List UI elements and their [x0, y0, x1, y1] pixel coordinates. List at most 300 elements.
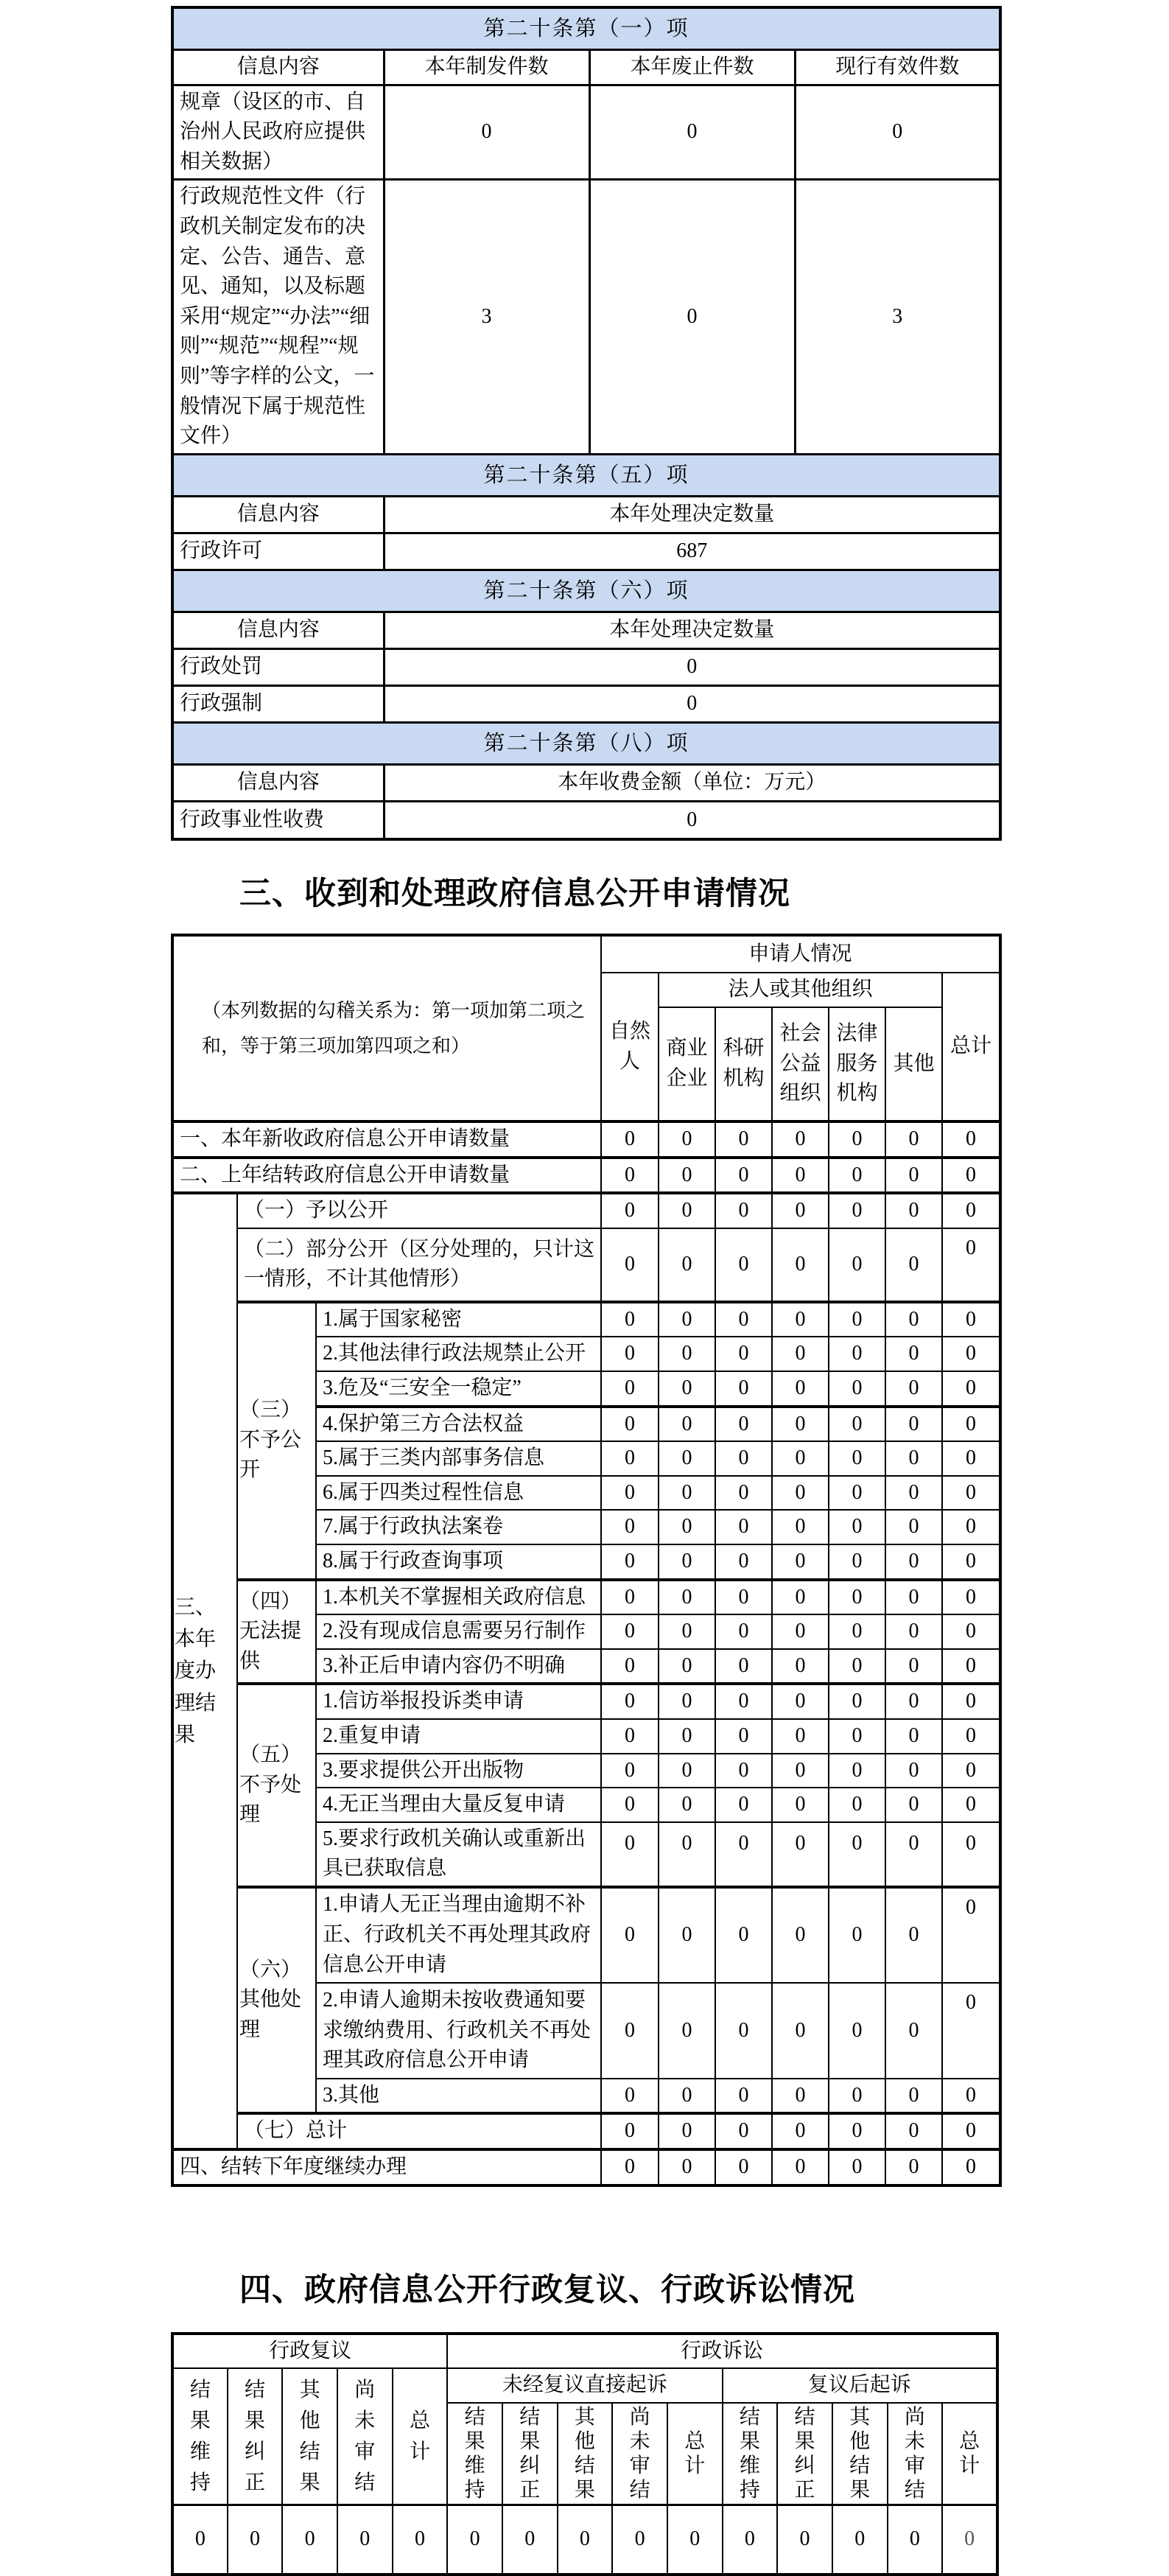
- value-cell: 0: [659, 1719, 715, 1754]
- value-cell: 0: [589, 180, 795, 454]
- row-label: 行政事业性收费: [172, 801, 384, 839]
- value-cell: 0: [942, 1580, 1000, 1615]
- value-cell: 0: [829, 1158, 885, 1194]
- column-header: [502, 2403, 558, 2505]
- value-cell: 687: [384, 533, 1000, 570]
- value-cell: 0: [715, 1476, 772, 1511]
- value-cell: 0: [659, 1121, 715, 1158]
- vertical-label: 结果纠正: [244, 2378, 265, 2494]
- value-cell: 0: [715, 1649, 772, 1684]
- value-cell: 0: [772, 1684, 829, 1719]
- article20-table: [171, 6, 1002, 841]
- value-cell: 0: [601, 1510, 659, 1544]
- value-cell: 0: [715, 2113, 772, 2149]
- value-cell: 0: [659, 1887, 715, 1983]
- value-cell: 0: [942, 1614, 1000, 1649]
- row-label: （二）部分公开（区分处理的，只计这一情形，不计其他情形）: [237, 1228, 601, 1302]
- value-cell: 0: [777, 2505, 832, 2575]
- row-label: 4.无正当理由大量反复申请: [316, 1788, 601, 1822]
- value-cell: 0: [885, 1649, 942, 1684]
- value-cell: 0: [885, 1193, 942, 1228]
- value-cell: 0: [885, 2079, 942, 2114]
- value-cell: 0: [659, 1544, 715, 1580]
- row-label: 2.申请人逾期未按收费通知要求缴纳费用、行政机关不再处理其政府信息公开申请: [316, 1983, 601, 2079]
- column-header: 社会公益组织: [772, 1007, 829, 1121]
- row-label: 6.属于四类过程性信息: [316, 1476, 601, 1511]
- value-cell: 0: [772, 1158, 829, 1194]
- table-row: [172, 1121, 1000, 1158]
- row-label: 1.本机关不掌握相关政府信息: [316, 1580, 601, 1615]
- applications-table: [171, 934, 1002, 2186]
- value-cell: 0: [829, 1887, 885, 1983]
- column-header: [393, 2368, 448, 2505]
- value-cell: 0: [772, 1476, 829, 1511]
- value-cell: 0: [942, 1476, 1000, 1511]
- value-cell: 0: [601, 1649, 659, 1684]
- column-header: [723, 2403, 778, 2505]
- value-cell: 0: [659, 2079, 715, 2114]
- value-cell: 0: [885, 1407, 942, 1442]
- value-cell: 0: [558, 2505, 613, 2575]
- lawsuit-header: 行政诉讼: [447, 2334, 997, 2369]
- row-label: 3.补正后申请内容仍不明确: [316, 1649, 601, 1684]
- table-row: [172, 454, 1000, 496]
- value-cell: 0: [942, 2113, 1000, 2149]
- value-cell: 0: [772, 1371, 829, 1407]
- table-row: [172, 1580, 1000, 1615]
- table-row: [172, 50, 1000, 85]
- value-cell: 0: [601, 1228, 659, 1302]
- column-header: [667, 2403, 723, 2505]
- value-cell: 0: [772, 2149, 829, 2185]
- value-cell: 0: [885, 2149, 942, 2185]
- value-cell: 0: [885, 1121, 942, 1158]
- value-cell: 0: [601, 1371, 659, 1407]
- value-cell: 0: [885, 1544, 942, 1580]
- column-header: [832, 2403, 888, 2505]
- column-header-natural: 自然人: [601, 973, 659, 1121]
- section3-title: 三、收到和处理政府信息公开申请情况: [239, 876, 790, 912]
- value-cell: 0: [601, 1337, 659, 1371]
- table-row: [172, 533, 1000, 570]
- table-row: [172, 496, 1000, 533]
- value-cell: 0: [942, 1822, 1000, 1887]
- value-cell: 0: [885, 2113, 942, 2149]
- value-cell: 0: [659, 1441, 715, 1476]
- value-cell: 0: [772, 1719, 829, 1754]
- value-cell: 0: [384, 85, 589, 180]
- table-row: [172, 180, 1000, 454]
- column-header: [228, 2368, 283, 2505]
- row-label: 5.要求行政机关确认或重新出具已获取信息: [316, 1822, 601, 1887]
- row-label: 行政强制: [172, 685, 384, 722]
- row-label: （七）总计: [237, 2113, 601, 2149]
- row-label: 1.信访举报投诉类申请: [316, 1684, 601, 1719]
- value-cell: 0: [772, 1649, 829, 1684]
- row-label: 1.申请人无正当理由逾期不补正、行政机关不再处理其政府信息公开申请: [316, 1887, 601, 1983]
- value-cell: 0: [502, 2505, 558, 2575]
- value-cell: 0: [715, 1158, 772, 1194]
- column-header: 信息内容: [172, 496, 384, 533]
- column-header: 信息内容: [172, 50, 384, 85]
- value-cell: 0: [772, 1441, 829, 1476]
- value-cell: 0: [659, 2113, 715, 2149]
- table-row: [172, 722, 1000, 764]
- value-cell: 0: [772, 1983, 829, 2079]
- value-cell: 0: [282, 2505, 337, 2575]
- value-cell: 0: [659, 1614, 715, 1649]
- value-cell: 0: [589, 85, 795, 180]
- value-cell: 0: [659, 2149, 715, 2185]
- value-cell: 0: [659, 1788, 715, 1822]
- table-row: [172, 612, 1000, 648]
- value-cell: 0: [659, 1337, 715, 1371]
- column-header-total: 总计: [942, 973, 1000, 1121]
- column-header: [337, 2368, 393, 2505]
- value-cell: 0: [659, 1983, 715, 2079]
- table-row: [172, 1158, 1000, 1194]
- column-header: 本年制发件数: [384, 50, 589, 85]
- row-label: 3.其他: [316, 2079, 601, 2114]
- value-cell: 0: [829, 1580, 885, 1615]
- table-row: [172, 2113, 1000, 2149]
- value-cell: 0: [601, 2113, 659, 2149]
- vertical-label: 结果纠正: [794, 2405, 815, 2502]
- table-row: [172, 7, 1000, 50]
- value-cell: 0: [942, 2079, 1000, 2114]
- value-cell: 0: [601, 1121, 659, 1158]
- row-label: 二、上年结转政府信息公开申请数量: [172, 1158, 601, 1194]
- value-cell: 0: [659, 1822, 715, 1887]
- value-cell: 0: [829, 1822, 885, 1887]
- value-cell: 0: [601, 1476, 659, 1511]
- value-cell: 0: [829, 1441, 885, 1476]
- value-cell: 0: [885, 1228, 942, 1302]
- row-label: 5.属于三类内部事务信息: [316, 1441, 601, 1476]
- value-cell: 0: [715, 1302, 772, 1337]
- row-label: 行政规范性文件（行政机关制定发布的决定、公告、通告、意见、通知，以及标题采用“规定”“办法”“细则”“规范”“规程”“规则”等字样的公文，一般情况下属于规范性文件）: [172, 180, 384, 454]
- band-header-part8: 第二十条第（八）项: [172, 722, 1000, 764]
- value-cell: 0: [942, 1158, 1000, 1194]
- value-cell: 0: [942, 1441, 1000, 1476]
- value-cell: 0: [601, 1193, 659, 1228]
- value-cell: 0: [659, 1158, 715, 1194]
- after-review-header: 复议后起诉: [723, 2368, 997, 2403]
- value-cell: 0: [829, 1544, 885, 1580]
- results-group-label: 三、本年度办理结果: [172, 1193, 237, 2149]
- value-cell: 0: [715, 1754, 772, 1788]
- value-cell: 0: [829, 1614, 885, 1649]
- value-cell: 0: [942, 1228, 1000, 1302]
- value-cell: 0: [885, 1337, 942, 1371]
- value-cell: 0: [885, 1371, 942, 1407]
- value-cell: 0: [942, 1684, 1000, 1719]
- column-header: 其他: [885, 1007, 942, 1121]
- value-cell: 0: [829, 1510, 885, 1544]
- table-row: [172, 801, 1000, 839]
- table-row: [172, 2505, 997, 2575]
- value-cell: 0: [601, 1580, 659, 1615]
- table-row: [172, 648, 1000, 685]
- subgroup-label: （三）不予公开: [237, 1302, 316, 1580]
- value-cell: 0: [885, 1822, 942, 1887]
- row-label: 3.危及“三安全一稳定”: [316, 1371, 601, 1407]
- value-cell: 0: [667, 2505, 723, 2575]
- column-header: [558, 2403, 613, 2505]
- column-header: [612, 2403, 667, 2505]
- vertical-label: 尚未审结: [354, 2378, 376, 2494]
- value-cell: 0: [601, 1983, 659, 2079]
- value-cell: 0: [447, 2505, 502, 2575]
- value-cell: 0: [885, 1441, 942, 1476]
- vertical-label: 尚未审结: [629, 2405, 650, 2502]
- row-label: 4.保护第三方合法权益: [316, 1407, 601, 1442]
- table-row: [172, 935, 1000, 973]
- row-label: 行政处罚: [172, 648, 384, 685]
- value-cell: 0: [715, 1719, 772, 1754]
- value-cell: 0: [942, 1193, 1000, 1228]
- applicant-header: 申请人情况: [601, 935, 1000, 973]
- column-header: 现行有效件数: [795, 50, 1000, 85]
- table-row: [172, 2368, 997, 2403]
- value-cell: 0: [384, 648, 1000, 685]
- value-cell: 0: [829, 1193, 885, 1228]
- value-cell: 0: [715, 1614, 772, 1649]
- value-cell: 0: [829, 1684, 885, 1719]
- value-cell: 0: [829, 1649, 885, 1684]
- value-cell: 0: [942, 1887, 1000, 1983]
- row-label: 1.属于国家秘密: [316, 1302, 601, 1337]
- value-cell: 0: [829, 2149, 885, 2185]
- value-cell: 0: [772, 1510, 829, 1544]
- value-cell: 0: [659, 1371, 715, 1407]
- value-cell: 0: [715, 1441, 772, 1476]
- vertical-label: 结果维持: [189, 2378, 211, 2494]
- value-cell: 0: [715, 1544, 772, 1580]
- value-cell: 0: [659, 1580, 715, 1615]
- table-row: [172, 1302, 1000, 1337]
- value-cell: 0: [715, 1121, 772, 1158]
- row-label: 2.重复申请: [316, 1719, 601, 1754]
- value-cell: 0: [772, 1887, 829, 1983]
- row-label: 2.其他法律行政法规禁止公开: [316, 1337, 601, 1371]
- table-row: [172, 1228, 1000, 1302]
- value-cell: 0: [659, 1684, 715, 1719]
- value-cell: 0: [772, 2113, 829, 2149]
- value-cell: 0: [829, 1476, 885, 1511]
- column-header: [172, 2368, 228, 2505]
- value-cell: 0: [715, 1684, 772, 1719]
- value-cell: 0: [715, 2149, 772, 2185]
- value-cell: 0: [715, 1983, 772, 2079]
- row-label: 行政许可: [172, 533, 384, 570]
- value-cell: 0: [885, 1580, 942, 1615]
- value-cell: 0: [942, 1649, 1000, 1684]
- value-cell: 0: [772, 2079, 829, 2114]
- value-cell: 0: [659, 1510, 715, 1544]
- value-cell: 0: [601, 2079, 659, 2114]
- column-header: 本年处理决定数量: [384, 496, 1000, 533]
- table-row: [172, 570, 1000, 612]
- column-header: 本年收费金额（单位：万元）: [384, 764, 1000, 801]
- column-header: [942, 2403, 997, 2505]
- table-row: [172, 2149, 1000, 2185]
- value-cell: 0: [393, 2505, 448, 2575]
- vertical-label: 其他结果: [849, 2405, 871, 2502]
- value-cell: 0: [885, 1614, 942, 1649]
- value-cell: 0: [772, 1788, 829, 1822]
- value-cell: 0: [772, 1822, 829, 1887]
- value-cell: 0: [832, 2505, 888, 2575]
- value-cell: 0: [942, 1510, 1000, 1544]
- value-cell: 0: [337, 2505, 393, 2575]
- row-label: （一）予以公开: [237, 1193, 601, 1228]
- value-cell: 0: [885, 1158, 942, 1194]
- subgroup-label: （六）其他处理: [237, 1887, 316, 2114]
- value-cell: 0: [942, 1337, 1000, 1371]
- column-header: 信息内容: [172, 612, 384, 648]
- value-cell: 0: [829, 2113, 885, 2149]
- direct-lawsuit-header: 未经复议直接起诉: [447, 2368, 722, 2403]
- value-cell: 0: [601, 1788, 659, 1822]
- value-cell: 0: [829, 1121, 885, 1158]
- table-row: [172, 1684, 1000, 1719]
- value-cell: 0: [384, 801, 1000, 839]
- value-cell: 0: [601, 1887, 659, 1983]
- value-cell: 0: [829, 1407, 885, 1442]
- value-cell: 0: [659, 1754, 715, 1788]
- value-cell: 0: [772, 1407, 829, 1442]
- value-cell: 0: [772, 1337, 829, 1371]
- value-cell: 0: [942, 2505, 997, 2575]
- value-cell: 0: [942, 1121, 1000, 1158]
- vertical-label: 结果纠正: [519, 2405, 541, 2502]
- value-cell: 0: [723, 2505, 778, 2575]
- column-header: [447, 2403, 502, 2505]
- value-cell: 0: [659, 1228, 715, 1302]
- vertical-label: 总计: [409, 2409, 430, 2463]
- value-cell: 0: [659, 1193, 715, 1228]
- band-header-part5: 第二十条第（五）项: [172, 454, 1000, 496]
- row-label: 2.没有现成信息需要另行制作: [316, 1614, 601, 1649]
- value-cell: 0: [885, 1983, 942, 2079]
- value-cell: 0: [829, 1302, 885, 1337]
- value-cell: 0: [659, 1407, 715, 1442]
- value-cell: 0: [772, 1121, 829, 1158]
- value-cell: 3: [795, 180, 1000, 454]
- row-label: 一、本年新收政府信息公开申请数量: [172, 1121, 601, 1158]
- column-header: 法律服务机构: [829, 1007, 885, 1121]
- value-cell: 0: [601, 1614, 659, 1649]
- value-cell: 0: [888, 2505, 943, 2575]
- review-header: 行政复议: [172, 2334, 447, 2369]
- value-cell: 0: [601, 1407, 659, 1442]
- vertical-label: 其他结果: [299, 2378, 320, 2494]
- value-cell: 0: [772, 1614, 829, 1649]
- value-cell: 0: [715, 1580, 772, 1615]
- value-cell: 0: [715, 1337, 772, 1371]
- value-cell: 0: [601, 1441, 659, 1476]
- value-cell: 0: [942, 1544, 1000, 1580]
- value-cell: 0: [829, 1983, 885, 2079]
- vertical-label: 结果维持: [739, 2405, 760, 2502]
- value-cell: 0: [942, 1302, 1000, 1337]
- column-header: [282, 2368, 337, 2505]
- value-cell: 0: [829, 1228, 885, 1302]
- value-cell: 0: [885, 1302, 942, 1337]
- section4-title: 四、政府信息公开行政复议、行政诉讼情况: [239, 2272, 855, 2308]
- row-label: 7.属于行政执法案卷: [316, 1510, 601, 1544]
- value-cell: 0: [601, 1302, 659, 1337]
- value-cell: 0: [829, 1788, 885, 1822]
- value-cell: 0: [885, 1887, 942, 1983]
- value-cell: 0: [942, 1407, 1000, 1442]
- value-cell: 0: [715, 1510, 772, 1544]
- value-cell: 0: [942, 1371, 1000, 1407]
- value-cell: 0: [942, 1754, 1000, 1788]
- value-cell: 0: [885, 1510, 942, 1544]
- column-header: 本年处理决定数量: [384, 612, 1000, 648]
- value-cell: 0: [772, 1302, 829, 1337]
- table-row: [172, 2334, 997, 2369]
- value-cell: 0: [942, 1983, 1000, 2079]
- value-cell: 0: [601, 2149, 659, 2185]
- value-cell: 0: [601, 1158, 659, 1194]
- vertical-label: 其他结果: [574, 2405, 595, 2502]
- column-header: 科研机构: [715, 1007, 772, 1121]
- value-cell: 0: [772, 1228, 829, 1302]
- column-header: 商业企业: [659, 1007, 715, 1121]
- value-cell: 0: [384, 685, 1000, 722]
- table-row: [172, 764, 1000, 801]
- value-cell: 0: [772, 1544, 829, 1580]
- value-cell: 0: [659, 1476, 715, 1511]
- row-label: 3.要求提供公开出版物: [316, 1754, 601, 1788]
- row-label: 规章（设区的市、自治州人民政府应提供相关数据）: [172, 85, 384, 180]
- column-header: [888, 2403, 943, 2505]
- value-cell: 0: [659, 1302, 715, 1337]
- table-row: [172, 1887, 1000, 1983]
- value-cell: 0: [772, 1580, 829, 1615]
- vertical-label: 尚未审结: [904, 2405, 925, 2502]
- value-cell: 0: [715, 1228, 772, 1302]
- value-cell: 0: [601, 1822, 659, 1887]
- value-cell: 0: [612, 2505, 667, 2575]
- value-cell: 0: [715, 1407, 772, 1442]
- value-cell: 0: [772, 1193, 829, 1228]
- table-note: （本列数据的勾稽关系为：第一项加第二项之和，等于第三项加第四项之和）: [172, 935, 601, 1121]
- value-cell: 0: [829, 1337, 885, 1371]
- subgroup-label: （四）无法提供: [237, 1580, 316, 1684]
- column-header: [777, 2403, 832, 2505]
- value-cell: 0: [885, 1719, 942, 1754]
- value-cell: 0: [172, 2505, 228, 2575]
- value-cell: 0: [228, 2505, 283, 2575]
- row-label: 四、结转下年度继续办理: [172, 2149, 601, 2185]
- band-header-part6: 第二十条第（六）项: [172, 570, 1000, 612]
- legal-group-header: 法人或其他组织: [659, 973, 942, 1007]
- value-cell: 0: [601, 1684, 659, 1719]
- value-cell: 0: [829, 1371, 885, 1407]
- table-row: [172, 685, 1000, 722]
- value-cell: 0: [601, 1719, 659, 1754]
- value-cell: 0: [795, 85, 1000, 180]
- value-cell: 0: [885, 1788, 942, 1822]
- vertical-label: 结果维持: [464, 2405, 485, 2502]
- value-cell: 0: [885, 1754, 942, 1788]
- value-cell: 3: [384, 180, 589, 454]
- value-cell: 0: [715, 1887, 772, 1983]
